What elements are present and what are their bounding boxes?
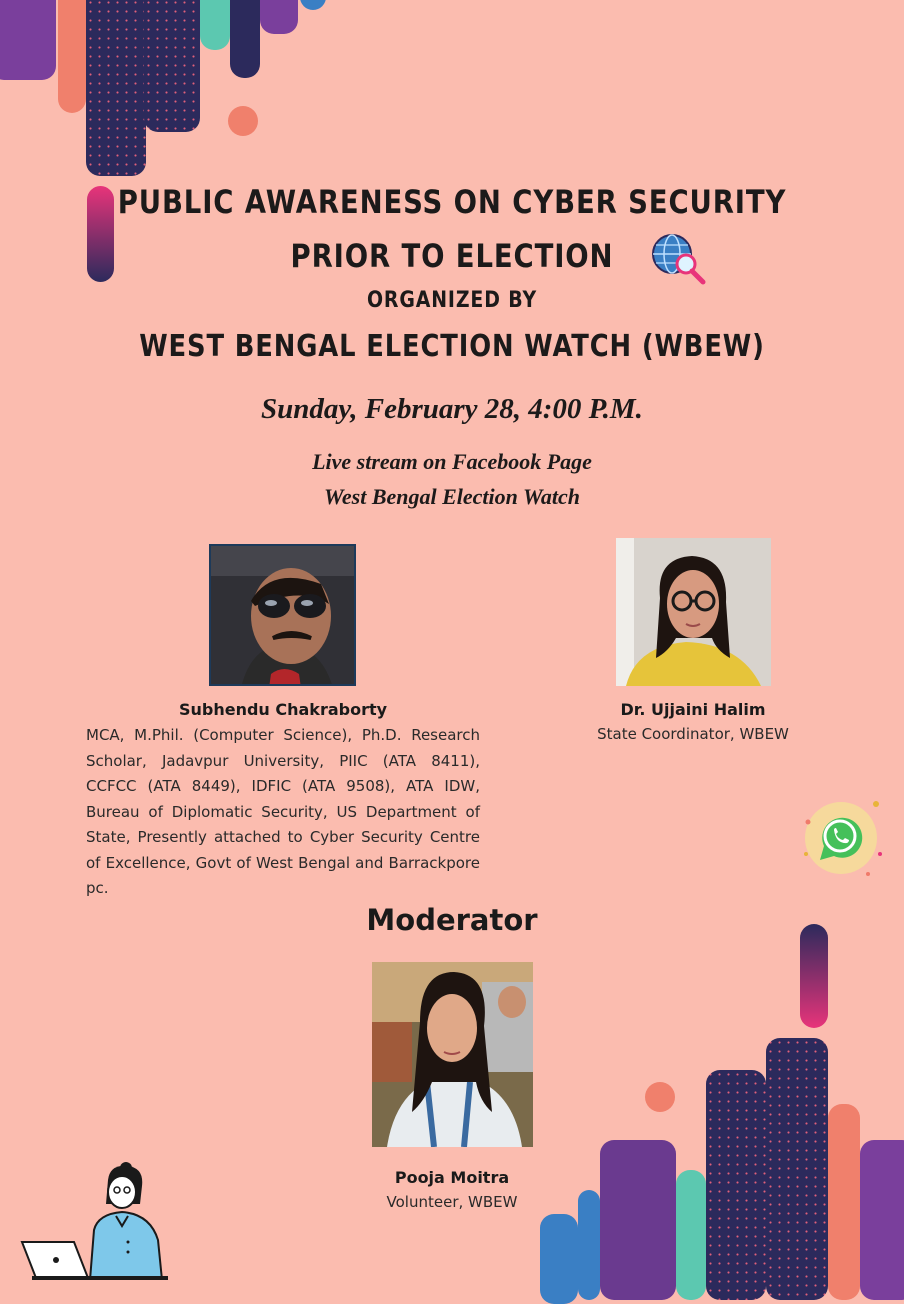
page-title: PUBLIC AWARENESS ON CYBER SECURITY xyxy=(117,183,787,221)
deco-bar xyxy=(860,1140,904,1300)
deco-bar xyxy=(828,1104,860,1300)
page-subtitle: PRIOR TO ELECTION xyxy=(290,237,614,275)
deco-bar xyxy=(540,1214,578,1304)
deco-bar xyxy=(260,0,298,34)
organizer-name: WEST BENGAL ELECTION WATCH (WBEW) xyxy=(139,329,765,364)
stream-line-1: Live stream on Facebook Page xyxy=(312,449,592,474)
deco-bar xyxy=(706,1070,766,1300)
deco-bar xyxy=(86,0,146,176)
speaker-1-bio: MCA, M.Phil. (Computer Science), Ph.D. Research Scholar, Jadavpur University, PIIC (ATA 8411), CCFCC (ATA 8449), IDFIC (ATA 9508), ATA IDW, Bureau of Diplomatic Security, US Department of State, Presently attached to Cyber Security Centre of Excellence, Govt of West Bengal and Barrackpore pc. xyxy=(86,726,480,897)
whatsapp-icon xyxy=(796,794,886,884)
deco-bar xyxy=(766,1038,828,1300)
deco-bar xyxy=(58,0,86,113)
stream-line-2: West Bengal Election Watch xyxy=(323,484,581,509)
deco-bar xyxy=(578,1190,600,1300)
speaker-1-name: Subhendu Chakraborty xyxy=(178,700,388,719)
organized-by-label: ORGANIZED BY xyxy=(366,288,538,313)
person-laptop-illustration xyxy=(18,1160,168,1280)
deco-bar xyxy=(0,0,56,80)
deco-dot xyxy=(228,106,258,136)
deco-bar xyxy=(144,0,200,132)
deco-bar xyxy=(600,1140,676,1300)
moderator-role: Volunteer, WBEW xyxy=(386,1193,518,1211)
deco-bar xyxy=(200,0,230,50)
deco-bar xyxy=(800,924,828,1028)
deco-bar xyxy=(676,1170,706,1300)
speaker-2-photo xyxy=(616,538,771,686)
moderator-photo xyxy=(372,962,533,1147)
deco-bar xyxy=(230,0,260,78)
moderator-name: Pooja Moitra xyxy=(394,1168,510,1187)
moderator-heading: Moderator xyxy=(366,903,538,937)
deco-dot xyxy=(645,1082,675,1112)
deco-bar xyxy=(300,0,326,10)
speaker-1-photo xyxy=(209,544,356,686)
speaker-2-role: State Coordinator, WBEW xyxy=(597,725,789,743)
speaker-2-name: Dr. Ujjaini Halim xyxy=(620,700,766,719)
event-datetime: Sunday, February 28, 4:00 P.M. xyxy=(261,393,643,425)
globe-search-icon xyxy=(648,230,708,286)
